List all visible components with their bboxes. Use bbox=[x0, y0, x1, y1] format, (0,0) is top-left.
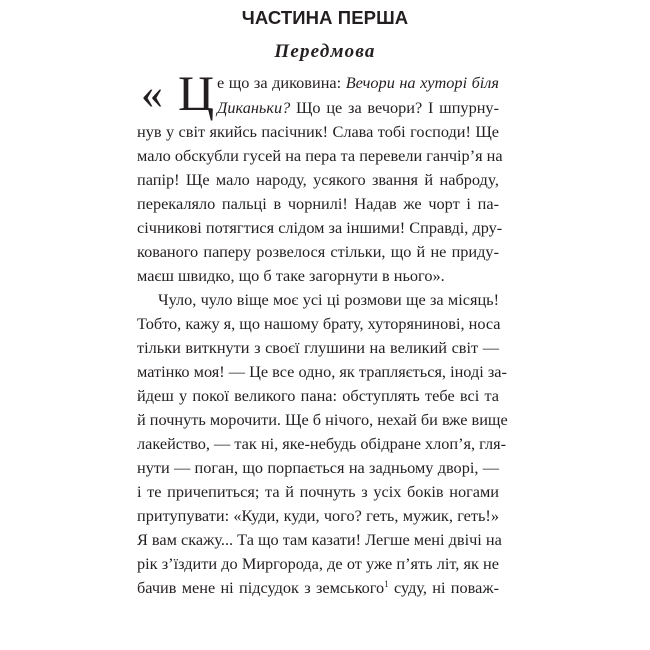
text-line: мало обскубли гусей на пера та перевели ганчір’я на bbox=[137, 146, 503, 165]
text-line: притупувати: «Куди, куди, чого? геть, мужик, геть!» bbox=[137, 506, 499, 525]
text-line bbox=[137, 578, 499, 598]
text-fragment: е що за диковина: bbox=[217, 73, 346, 92]
text-line: нути — поган, що порпається на задньому дворі, — bbox=[137, 458, 499, 477]
text-line: маєш швидко, що б таке загорнути в нього». bbox=[137, 266, 445, 285]
opening-quote-mark: « bbox=[141, 69, 163, 118]
text-line: перекаляло пальці в чорнилі! Надав же чорт і па- bbox=[137, 194, 499, 213]
text-line: Чуло, чуло віще моє усі ці розмови ще за місяць! bbox=[158, 290, 499, 309]
text-line: лакейство, — так ні, яке-небудь обідране хлоп’я, гля- bbox=[137, 434, 507, 453]
text-line: Тобто, кажу я, що нашому брату, хуторянинові, носа bbox=[137, 314, 501, 333]
text-line bbox=[217, 98, 499, 118]
text-fragment: суду, ні поваж- bbox=[388, 578, 499, 597]
text-fragment: Що це за вечори? І шпурну- bbox=[290, 98, 499, 117]
part-title: ЧАСТИНА ПЕРША bbox=[241, 7, 409, 28]
text-line: папір! Ще мало народу, усякого звання й набродy, bbox=[137, 170, 499, 189]
section-title: Передмова bbox=[274, 41, 376, 62]
text-line: січникові потягтися слідом за іншими! Справді, дру- bbox=[137, 218, 503, 237]
italic-title-fragment: Диканьки? bbox=[217, 98, 291, 117]
text-line: Я вам скажу... Та що там казати! Легше мені двічі на bbox=[137, 530, 502, 549]
text-line: йдеш у покої великого пана: обступлять тебе всі та bbox=[137, 386, 499, 405]
text-line: й почнуть морочити. Ще б нічого, нехай би вже вище bbox=[137, 410, 508, 429]
text-line: рік з’їздити до Миргорода, де от уже п’ять літ, як не bbox=[137, 554, 499, 573]
italic-title-fragment: Вечори на хуторі біля bbox=[345, 73, 499, 92]
drop-cap-letter: Ц bbox=[178, 65, 215, 121]
text-fragment: бачив мене ні підсудок з земського bbox=[137, 578, 385, 597]
footnote-reference: 1 bbox=[384, 579, 389, 589]
text-line: тільки виткнути з своєї глушини на великий світ — bbox=[137, 338, 499, 357]
text-line bbox=[217, 73, 499, 93]
text-line: і те причепиться; та й почнуть з усіх боків ногами bbox=[137, 482, 499, 501]
text-line: нув у світ якийсь пасічник! Слава тобі господи! Ще bbox=[137, 122, 499, 141]
text-line: матінко моя! — Це все одно, як трапляється, іноді за- bbox=[137, 362, 507, 381]
text-line: кованого паперу розвелося стільки, що й не приду- bbox=[137, 242, 499, 261]
